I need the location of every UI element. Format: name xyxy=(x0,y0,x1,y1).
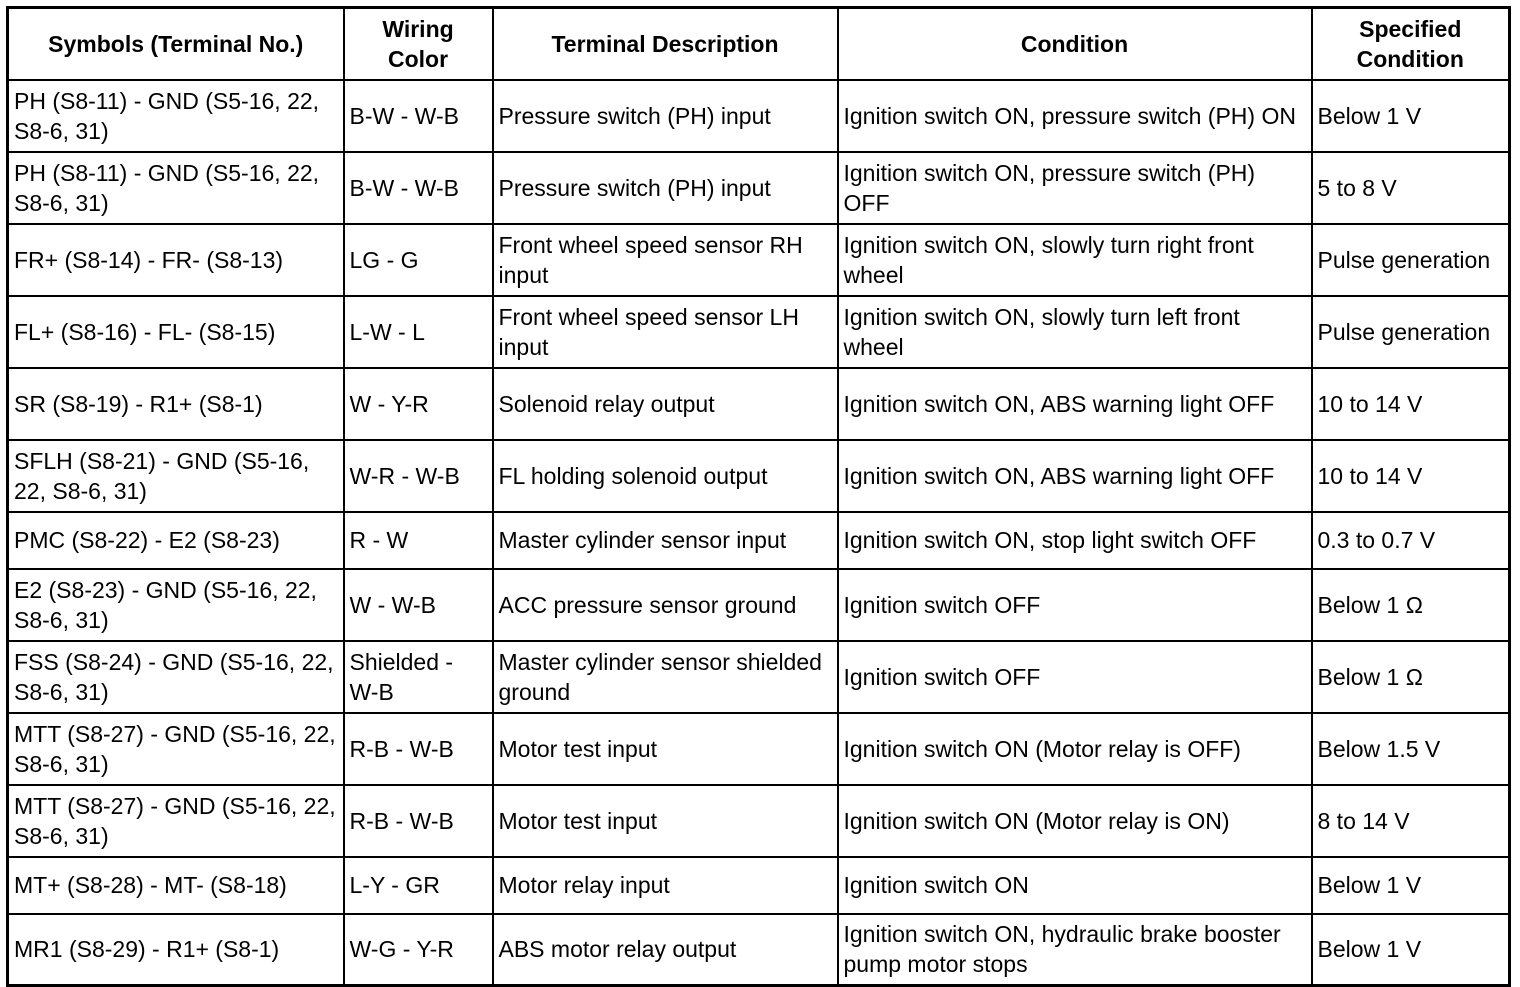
cell-specified-condition: 5 to 8 V xyxy=(1312,152,1510,224)
table-row xyxy=(8,569,1510,641)
table-row xyxy=(8,512,1510,569)
cell-symbols: SR (S8-19) - R1+ (S8-1) xyxy=(8,368,344,440)
header-wiring-color: Wiring Color xyxy=(344,8,493,80)
cell-symbols: MTT (S8-27) - GND (S5-16, 22, S8-6, 31) xyxy=(8,713,344,785)
cell-wiring-color: Shielded - W-B xyxy=(344,641,493,713)
cell-specified-condition: Below 1.5 V xyxy=(1312,713,1510,785)
cell-specified-condition: 10 to 14 V xyxy=(1312,368,1510,440)
cell-condition: Ignition switch ON xyxy=(838,857,1312,914)
cell-symbols: MTT (S8-27) - GND (S5-16, 22, S8-6, 31) xyxy=(8,785,344,857)
table-body xyxy=(8,80,1510,986)
cell-condition: Ignition switch ON, pressure switch (PH) ON xyxy=(838,80,1312,152)
cell-condition: Ignition switch ON, stop light switch OFF xyxy=(838,512,1312,569)
cell-wiring-color: R - W xyxy=(344,512,493,569)
cell-condition: Ignition switch ON, slowly turn right front wheel xyxy=(838,224,1312,296)
cell-wiring-color: W-R - W-B xyxy=(344,440,493,512)
cell-condition: Ignition switch ON, ABS warning light OFF xyxy=(838,440,1312,512)
cell-specified-condition: Pulse generation xyxy=(1312,224,1510,296)
cell-wiring-color: W - Y-R xyxy=(344,368,493,440)
cell-symbols: MT+ (S8-28) - MT- (S8-18) xyxy=(8,857,344,914)
cell-terminal-description: Master cylinder sensor input xyxy=(493,512,838,569)
cell-wiring-color: B-W - W-B xyxy=(344,80,493,152)
cell-symbols: E2 (S8-23) - GND (S5-16, 22, S8-6, 31) xyxy=(8,569,344,641)
cell-symbols: MR1 (S8-29) - R1+ (S8-1) xyxy=(8,914,344,986)
cell-symbols: FR+ (S8-14) - FR- (S8-13) xyxy=(8,224,344,296)
cell-terminal-description: Motor test input xyxy=(493,713,838,785)
cell-wiring-color: W-G - Y-R xyxy=(344,914,493,986)
header-condition: Condition xyxy=(838,8,1312,80)
cell-terminal-description: Motor relay input xyxy=(493,857,838,914)
terminal-spec-table xyxy=(6,6,1511,987)
cell-specified-condition: 8 to 14 V xyxy=(1312,785,1510,857)
cell-condition: Ignition switch OFF xyxy=(838,569,1312,641)
table-row xyxy=(8,713,1510,785)
cell-symbols: PH (S8-11) - GND (S5-16, 22, S8-6, 31) xyxy=(8,80,344,152)
cell-terminal-description: Pressure switch (PH) input xyxy=(493,152,838,224)
cell-terminal-description: FL holding solenoid output xyxy=(493,440,838,512)
cell-condition: Ignition switch ON, slowly turn left front wheel xyxy=(838,296,1312,368)
table-row xyxy=(8,368,1510,440)
table-row xyxy=(8,785,1510,857)
cell-condition: Ignition switch OFF xyxy=(838,641,1312,713)
cell-terminal-description: ACC pressure sensor ground xyxy=(493,569,838,641)
cell-specified-condition: 0.3 to 0.7 V xyxy=(1312,512,1510,569)
cell-condition: Ignition switch ON (Motor relay is OFF) xyxy=(838,713,1312,785)
cell-symbols: FL+ (S8-16) - FL- (S8-15) xyxy=(8,296,344,368)
cell-terminal-description: ABS motor relay output xyxy=(493,914,838,986)
cell-condition: Ignition switch ON, ABS warning light OFF xyxy=(838,368,1312,440)
cell-wiring-color: B-W - W-B xyxy=(344,152,493,224)
table-row xyxy=(8,224,1510,296)
table-row xyxy=(8,914,1510,986)
cell-symbols: PMC (S8-22) - E2 (S8-23) xyxy=(8,512,344,569)
header-specified-condition: Specified Condition xyxy=(1312,8,1510,80)
cell-specified-condition: Pulse generation xyxy=(1312,296,1510,368)
table-row xyxy=(8,440,1510,512)
cell-specified-condition: Below 1 V xyxy=(1312,914,1510,986)
cell-condition: Ignition switch ON, pressure switch (PH) OFF xyxy=(838,152,1312,224)
cell-symbols: PH (S8-11) - GND (S5-16, 22, S8-6, 31) xyxy=(8,152,344,224)
cell-symbols: FSS (S8-24) - GND (S5-16, 22, S8-6, 31) xyxy=(8,641,344,713)
cell-wiring-color: R-B - W-B xyxy=(344,785,493,857)
table-row xyxy=(8,152,1510,224)
header-row xyxy=(8,8,1510,80)
table-row xyxy=(8,296,1510,368)
cell-specified-condition: Below 1 V xyxy=(1312,857,1510,914)
cell-specified-condition: Below 1 Ω xyxy=(1312,641,1510,713)
cell-terminal-description: Pressure switch (PH) input xyxy=(493,80,838,152)
table-row xyxy=(8,641,1510,713)
cell-terminal-description: Front wheel speed sensor LH input xyxy=(493,296,838,368)
cell-wiring-color: W - W-B xyxy=(344,569,493,641)
cell-specified-condition: 10 to 14 V xyxy=(1312,440,1510,512)
header-symbols: Symbols (Terminal No.) xyxy=(8,8,344,80)
cell-condition: Ignition switch ON, hydraulic brake booster pump motor stops xyxy=(838,914,1312,986)
cell-terminal-description: Solenoid relay output xyxy=(493,368,838,440)
cell-condition: Ignition switch ON (Motor relay is ON) xyxy=(838,785,1312,857)
table-row xyxy=(8,857,1510,914)
cell-wiring-color: LG - G xyxy=(344,224,493,296)
cell-symbols: SFLH (S8-21) - GND (S5-16, 22, S8-6, 31) xyxy=(8,440,344,512)
cell-specified-condition: Below 1 Ω xyxy=(1312,569,1510,641)
cell-wiring-color: L-W - L xyxy=(344,296,493,368)
header-terminal-description: Terminal Description xyxy=(493,8,838,80)
cell-wiring-color: R-B - W-B xyxy=(344,713,493,785)
cell-wiring-color: L-Y - GR xyxy=(344,857,493,914)
cell-terminal-description: Front wheel speed sensor RH input xyxy=(493,224,838,296)
cell-terminal-description: Motor test input xyxy=(493,785,838,857)
cell-terminal-description: Master cylinder sensor shielded ground xyxy=(493,641,838,713)
cell-specified-condition: Below 1 V xyxy=(1312,80,1510,152)
table-row xyxy=(8,80,1510,152)
